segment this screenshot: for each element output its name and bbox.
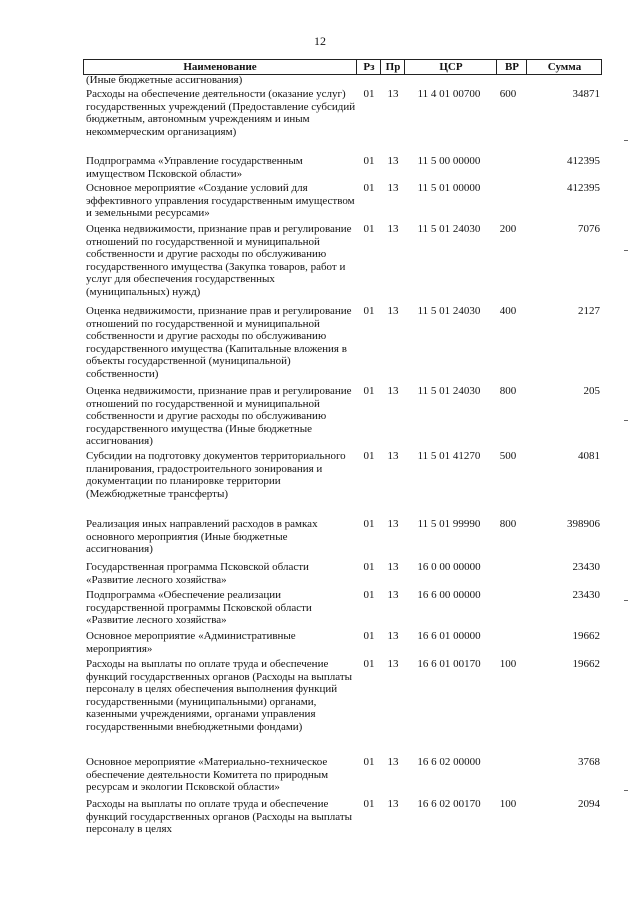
row-sum: 398906 xyxy=(567,518,600,530)
row-csr: 16 6 00 00000 xyxy=(417,589,481,601)
row-rz: 01 xyxy=(363,658,375,670)
row-name: Расходы на выплаты по оплате труда и обеспечение функций государственных органов (Расходы на выплаты персоналу в целях обеспечения выполнения функций государственными (муниципальными) органами, казенными учреждениями, органами управления государственными внебюджетными фондами) xyxy=(86,658,353,733)
row-vr: 200 xyxy=(499,223,517,235)
scan-mark xyxy=(624,420,628,421)
row-rz: 01 xyxy=(363,450,375,462)
scan-mark xyxy=(624,140,628,141)
row-rz: 01 xyxy=(363,589,375,601)
row-name: Основное мероприятие «Материально-техническое обеспечение деятельности Комитета по природным ресурсам и экологии Псковской области» xyxy=(86,756,329,794)
row-name: Оценка недвижимости, признание прав и регулирование отношений по государственной и муниципальной собственности и другие расходы по обслуживанию государственного имущества (Капитальные вложения в объекты государственной (муниципальной) собственности) xyxy=(86,305,352,380)
header-csr: ЦСР xyxy=(404,60,497,74)
row-vr: 800 xyxy=(499,385,517,397)
row-pr: 13 xyxy=(387,630,399,642)
row-rz: 01 xyxy=(363,305,375,317)
scan-mark xyxy=(624,600,628,601)
row-csr: 11 5 00 00000 xyxy=(417,155,481,167)
header-vr: ВР xyxy=(496,60,527,74)
row-csr: 11 5 01 24030 xyxy=(417,305,481,317)
row-pr: 13 xyxy=(387,589,399,601)
row-sum: 412395 xyxy=(567,155,600,167)
row-csr: 11 5 01 41270 xyxy=(417,450,481,462)
row-name: Основное мероприятие «Создание условий для эффективного управления государственным имуществом и земельными ресурсами» xyxy=(86,182,355,220)
row-name: Оценка недвижимости, признание прав и регулирование отношений по государственной и муниципальной собственности и другие расходы по обслуживанию государственного имущества (Иные бюджетные ассигнования) xyxy=(86,385,352,448)
row-sum: 2127 xyxy=(578,305,600,317)
row-rz: 01 xyxy=(363,630,375,642)
page-number: 12 xyxy=(314,34,326,48)
row-name: (Иные бюджетные ассигнования) xyxy=(86,74,243,86)
row-rz: 01 xyxy=(363,223,375,235)
row-sum: 4081 xyxy=(578,450,600,462)
row-pr: 13 xyxy=(387,561,399,573)
row-name: Оценка недвижимости, признание прав и регулирование отношений по государственной и муниципальной собственности и другие расходы по обслуживанию государственного имущества (Закупка товаров, работ и услуг для обеспечения государственных (муниципальных) нужд) xyxy=(86,223,352,298)
row-csr: 11 5 01 24030 xyxy=(417,223,481,235)
row-vr: 100 xyxy=(499,658,517,670)
row-name: Подпрограмма «Обеспечение реализации государственной программы Псковской области «Развитие лесного хозяйства» xyxy=(86,589,312,627)
row-csr: 11 5 01 24030 xyxy=(417,385,481,397)
header-sum: Сумма xyxy=(526,60,602,74)
row-sum: 23430 xyxy=(572,561,600,573)
row-rz: 01 xyxy=(363,182,375,194)
row-csr: 16 6 02 00000 xyxy=(417,756,481,768)
scan-mark xyxy=(624,790,628,791)
row-pr: 13 xyxy=(387,182,399,194)
row-vr: 400 xyxy=(499,305,517,317)
row-rz: 01 xyxy=(363,88,375,100)
row-sum: 3768 xyxy=(578,756,600,768)
row-name: Расходы на выплаты по оплате труда и обеспечение функций государственных органов (Расходы на выплаты персоналу в целях xyxy=(86,798,353,836)
row-rz: 01 xyxy=(363,518,375,530)
row-sum: 19662 xyxy=(572,658,600,670)
row-vr: 800 xyxy=(499,518,517,530)
row-csr: 16 0 00 00000 xyxy=(417,561,481,573)
row-sum: 205 xyxy=(583,385,600,397)
row-name: Подпрограмма «Управление государственным имуществом Псковской области» xyxy=(86,155,303,180)
row-pr: 13 xyxy=(387,223,399,235)
header-pr: Пр xyxy=(380,60,405,74)
row-name: Субсидии на подготовку документов территориального планирования, градостроительного зонирования и документации по планировке территории (Межбюджетные трансферты) xyxy=(86,450,346,500)
row-pr: 13 xyxy=(387,305,399,317)
scan-mark xyxy=(624,250,628,251)
row-rz: 01 xyxy=(363,756,375,768)
row-pr: 13 xyxy=(387,798,399,810)
row-rz: 01 xyxy=(363,561,375,573)
row-pr: 13 xyxy=(387,155,399,167)
row-sum: 23430 xyxy=(572,589,600,601)
row-pr: 13 xyxy=(387,658,399,670)
row-csr: 16 6 01 00170 xyxy=(417,658,481,670)
row-vr: 600 xyxy=(499,88,517,100)
row-rz: 01 xyxy=(363,155,375,167)
row-pr: 13 xyxy=(387,385,399,397)
header-name: Наименование xyxy=(183,61,257,73)
row-sum: 19662 xyxy=(572,630,600,642)
row-sum: 2094 xyxy=(578,798,600,810)
row-vr: 100 xyxy=(499,798,517,810)
row-sum: 34871 xyxy=(572,88,600,100)
header-rz: Рз xyxy=(356,60,381,74)
row-vr: 500 xyxy=(499,450,517,462)
row-csr: 11 5 01 99990 xyxy=(417,518,481,530)
row-pr: 13 xyxy=(387,518,399,530)
row-rz: 01 xyxy=(363,385,375,397)
row-pr: 13 xyxy=(387,88,399,100)
row-sum: 412395 xyxy=(567,182,600,194)
row-name: Государственная программа Псковской области «Развитие лесного хозяйства» xyxy=(86,561,309,586)
row-rz: 01 xyxy=(363,798,375,810)
row-pr: 13 xyxy=(387,450,399,462)
row-sum: 7076 xyxy=(578,223,600,235)
row-csr: 16 6 02 00170 xyxy=(417,798,481,810)
row-name: Основное мероприятие «Административные мероприятия» xyxy=(86,630,296,655)
table-header xyxy=(83,59,602,75)
row-csr: 11 4 01 00700 xyxy=(417,88,481,100)
row-csr: 16 6 01 00000 xyxy=(417,630,481,642)
row-csr: 11 5 01 00000 xyxy=(417,182,481,194)
row-pr: 13 xyxy=(387,756,399,768)
row-name: Расходы на обеспечение деятельности (оказание услуг) государственных учреждений (Предоставление субсидий бюджетным, автономным учреждениям и иным некоммерческим организациям) xyxy=(86,88,356,138)
row-name: Реализация иных направлений расходов в рамках основного мероприятия (Иные бюджетные ассигнования) xyxy=(86,518,318,556)
